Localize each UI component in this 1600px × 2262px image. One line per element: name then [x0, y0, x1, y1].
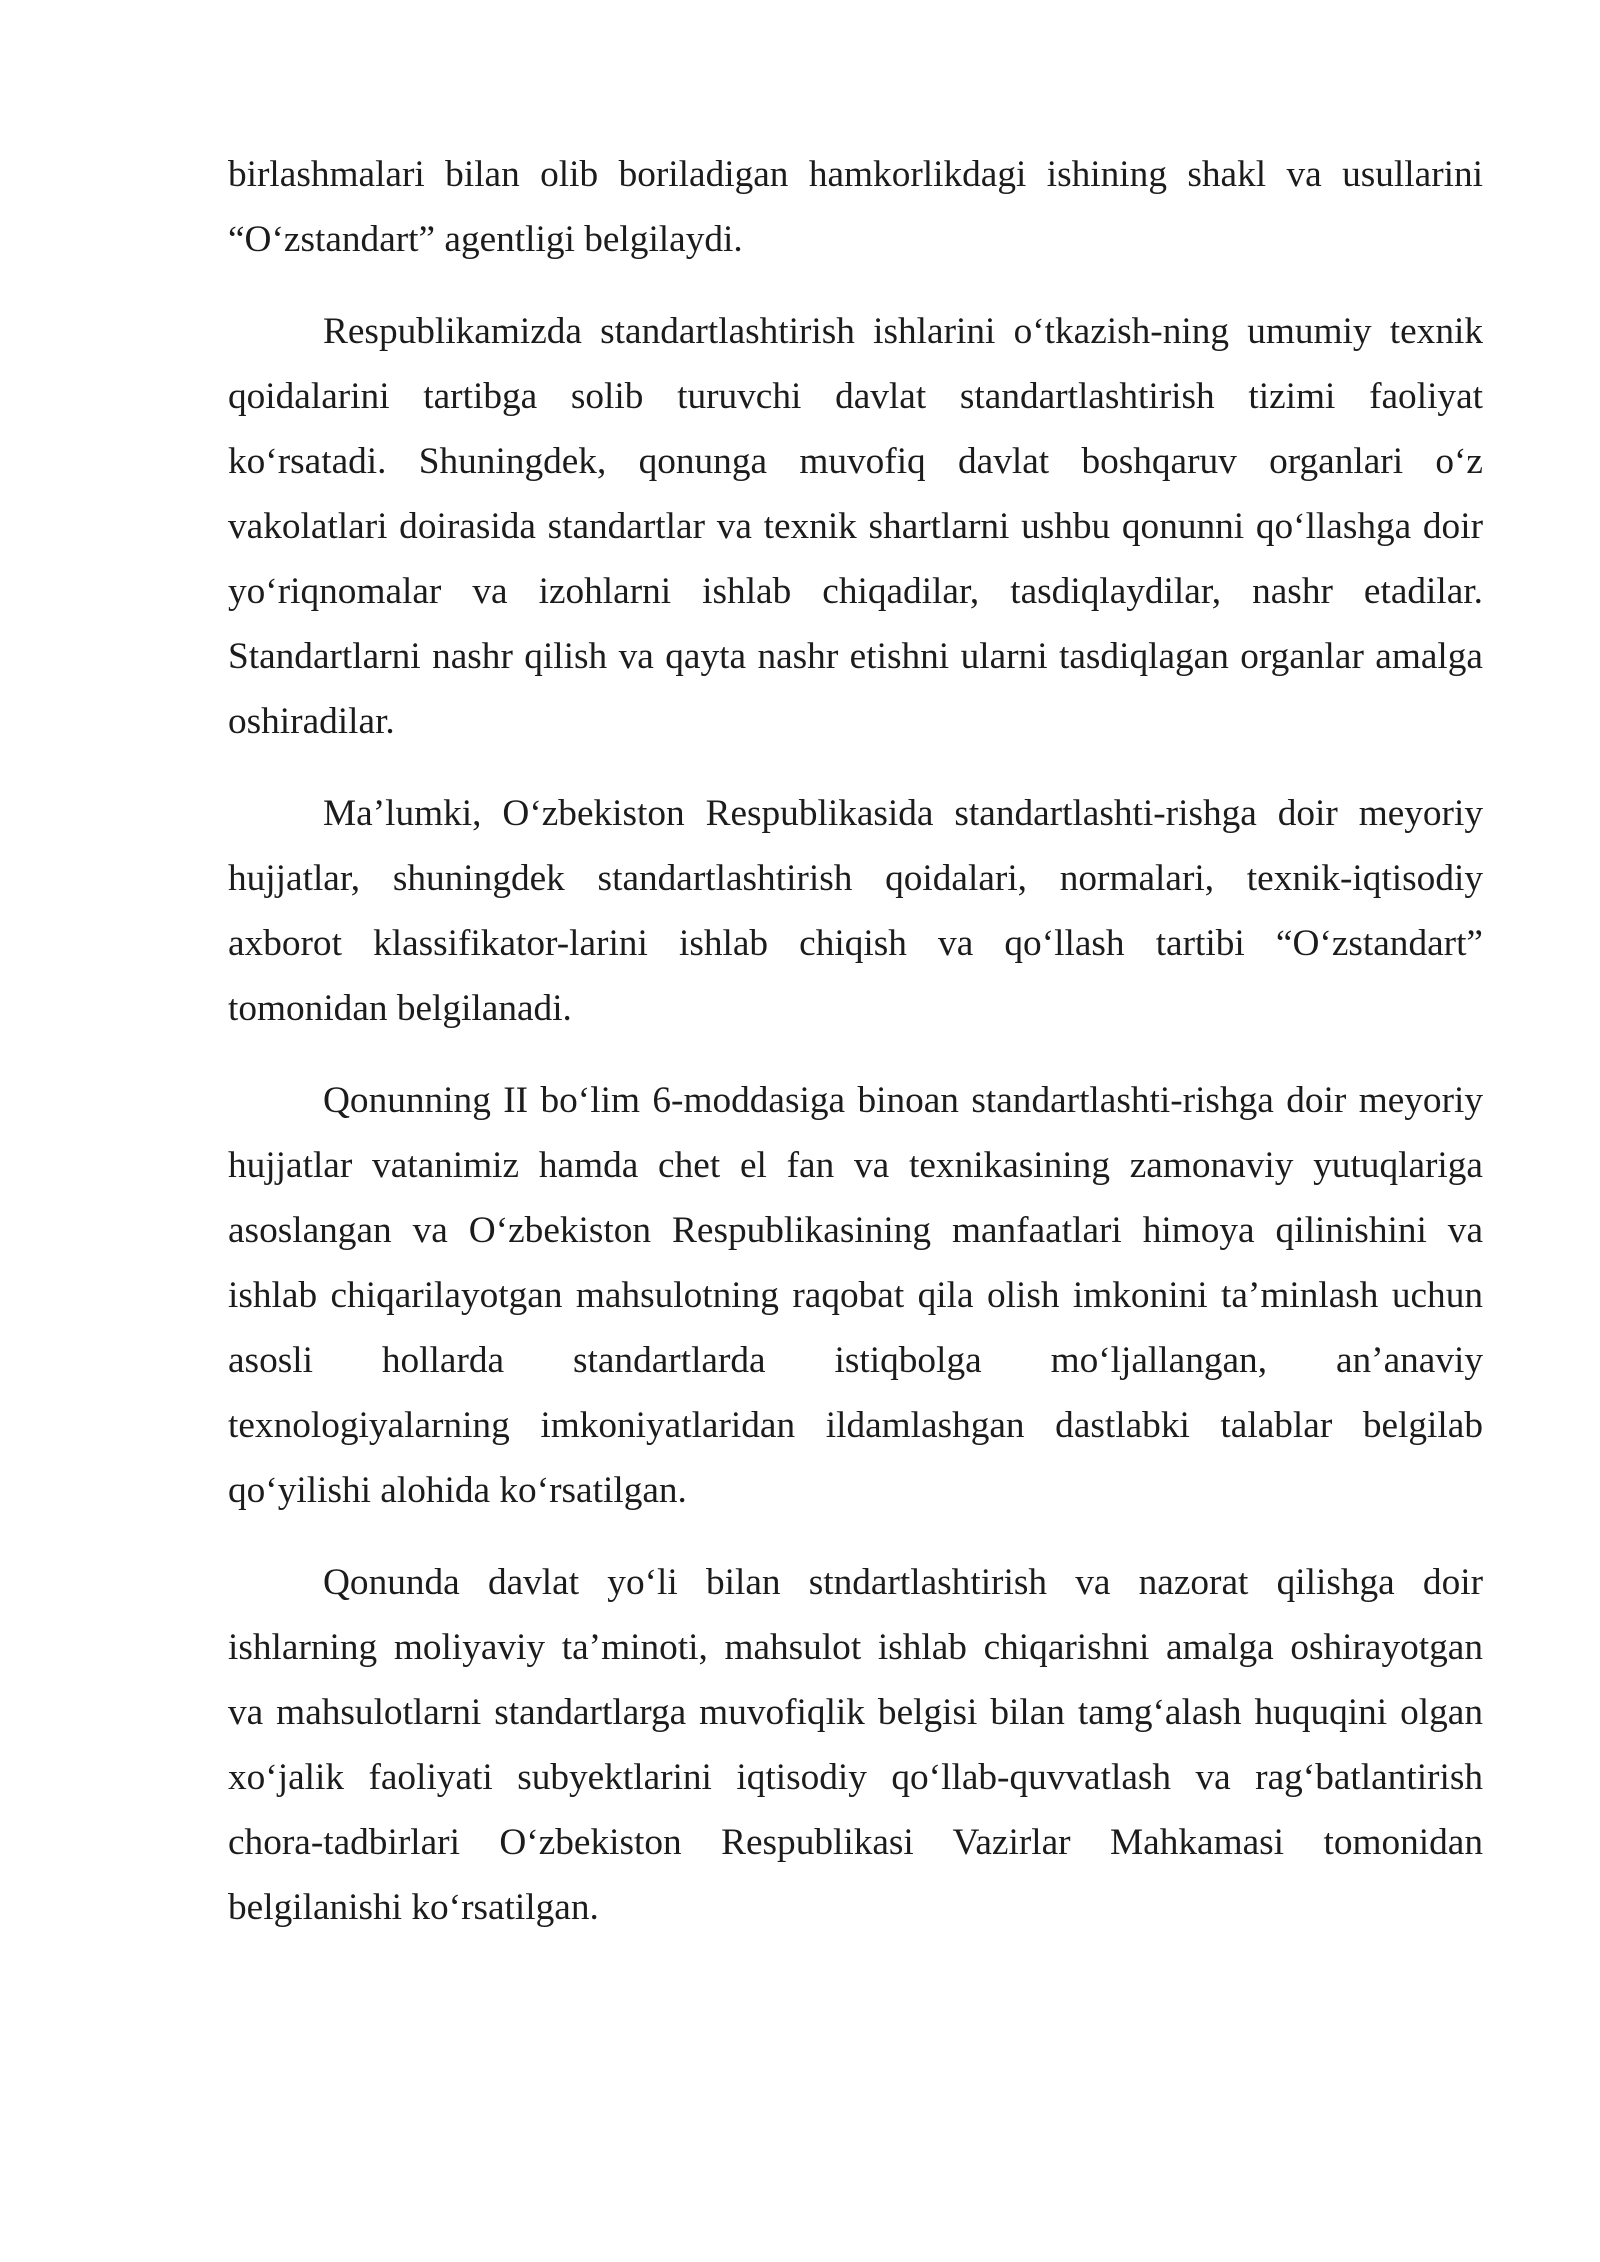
text-line: texnologiyalarning imkoniyatlaridan ildamlashgan dastlabki talablar belgilab [228, 1405, 1483, 1446]
text-line: xo‘jalik faoliyati subyektlarini iqtisodiy qo‘llab-quvvatlash va rag‘batlantirish [228, 1757, 1483, 1798]
text-line: asosli hollarda standartlarda istiqbolga mo‘ljallangan, an’anaviy [228, 1340, 1483, 1381]
text-line: hujjatlar vatanimiz hamda chet el fan va texnikasining zamonaviy yutuqlariga [228, 1145, 1483, 1186]
text-line: ishlarning moliyaviy ta’minoti, mahsulot ishlab chiqarishni amalga oshirayotgan [228, 1627, 1483, 1668]
paragraph [228, 142, 1483, 272]
text-line: axborot klassifikator-larini ishlab chiqish va qo‘llash tartibi “O‘zstandart” [228, 923, 1483, 964]
text-line: “O‘zstandart” agentligi belgilaydi. [228, 219, 743, 260]
text-line: belgilanishi ko‘rsatilgan. [228, 1887, 599, 1928]
text-line: birlashmalari bilan olib boriladigan hamkorlikdagi ishining shakl va usullarini [228, 154, 1483, 195]
paragraph [228, 1068, 1483, 1523]
text-line: vakolatlari doirasida standartlar va texnik shartlarni ushbu qonunni qo‘llashga doir [228, 506, 1483, 547]
text-line: chora-tadbirlari O‘zbekiston Respublikasi Vazirlar Mahkamasi tomonidan [228, 1822, 1483, 1863]
text-line: Ma’lumki, O‘zbekiston Respublikasida standartlashti-rishga doir meyoriy [323, 793, 1483, 834]
paragraph [228, 299, 1483, 754]
text-line: Standartlarni nashr qilish va qayta nashr etishni ularni tasdiqlagan organlar amalga [228, 636, 1483, 677]
paragraph [228, 1550, 1483, 1940]
text-line: va mahsulotlarni standartlarga muvofiqlik belgisi bilan tamg‘alash huquqini olgan [228, 1692, 1483, 1733]
paragraph [228, 781, 1483, 1041]
text-line: qoidalarini tartibga solib turuvchi davlat standartlashtirish tizimi faoliyat [228, 376, 1483, 417]
text-line: asoslangan va O‘zbekiston Respublikasining manfaatlari himoya qilinishini va [228, 1210, 1483, 1251]
text-line: Qonunning II bo‘lim 6-moddasiga binoan standartlashti-rishga doir meyoriy [323, 1080, 1483, 1121]
text-line: yo‘riqnomalar va izohlarni ishlab chiqadilar, tasdiqlaydilar, nashr etadilar. [228, 571, 1483, 612]
text-line: ko‘rsatadi. Shuningdek, qonunga muvofiq davlat boshqaruv organlari o‘z [228, 441, 1483, 482]
document-body [228, 142, 1483, 1940]
text-line: tomonidan belgilanadi. [228, 988, 572, 1029]
text-line: oshiradilar. [228, 701, 395, 742]
text-line: Respublikamizda standartlashtirish ishlarini o‘tkazish-ning umumiy texnik [323, 311, 1483, 352]
text-line: Qonunda davlat yo‘li bilan stndartlashtirish va nazorat qilishga doir [323, 1562, 1483, 1603]
text-line: qo‘yilishi alohida ko‘rsatilgan. [228, 1470, 687, 1511]
text-line: ishlab chiqarilayotgan mahsulotning raqobat qila olish imkonini ta’minlash uchun [228, 1275, 1483, 1316]
text-line: hujjatlar, shuningdek standartlashtirish qoidalari, normalari, texnik-iqtisodiy [228, 858, 1483, 899]
